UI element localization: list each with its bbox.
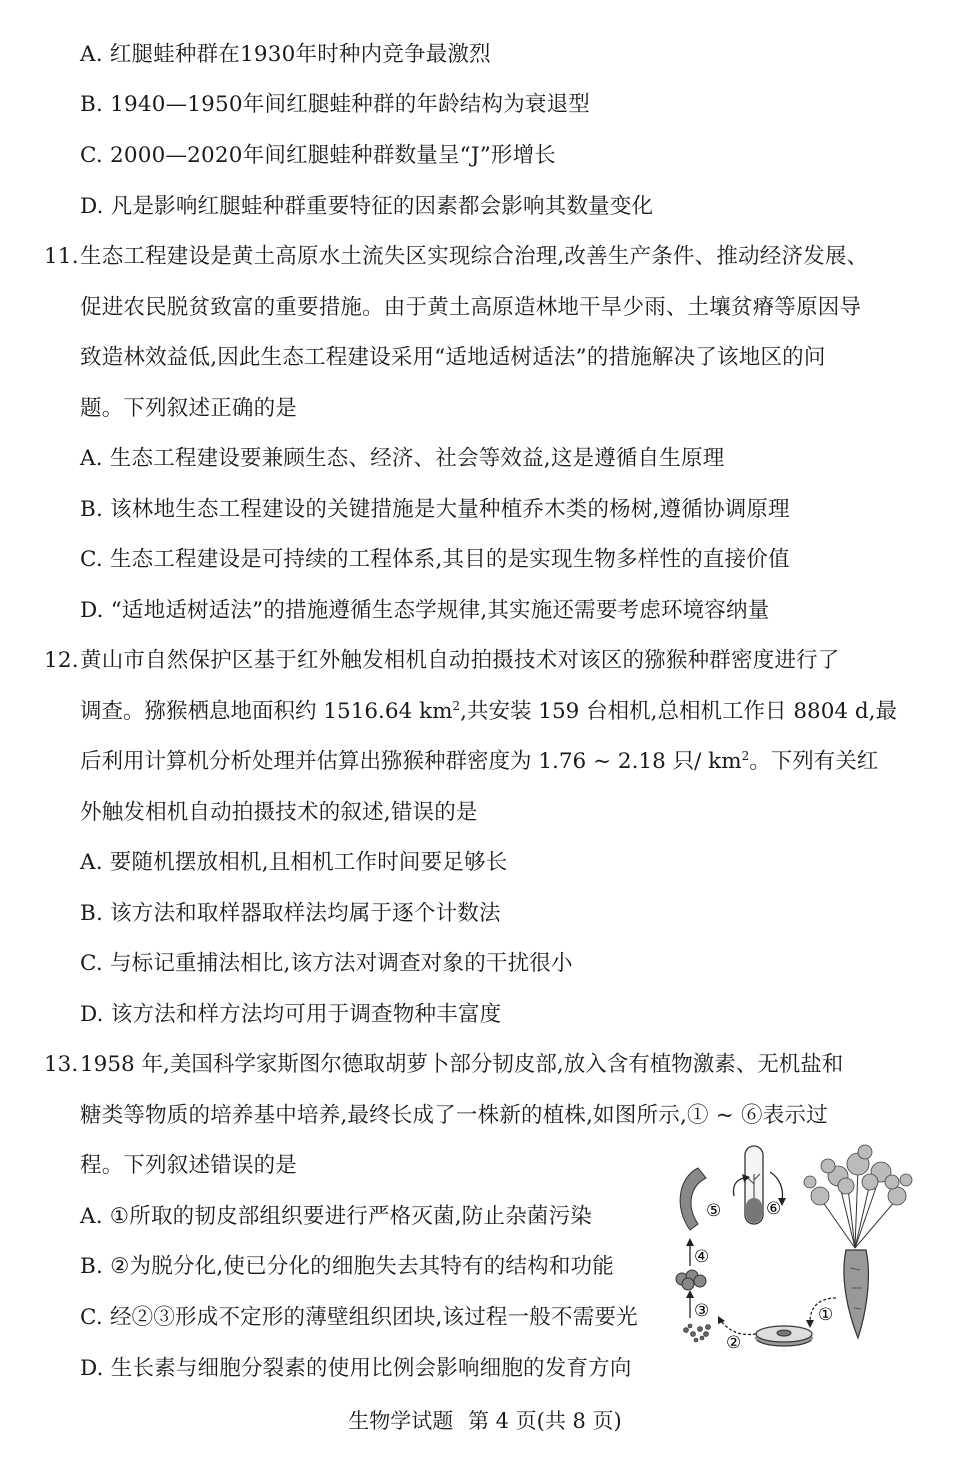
q12-stem-line-3: 后利用计算机分析处理并估算出猕猴种群密度为 1.76 ~ 2.18 只/ $km^2$。下列有关红 (80, 748, 879, 774)
q11-stem-line-2: 促进农民脱贫致富的重要措施。由于黄土高原造林地干旱少雨、土壤贫瘠等原因导 (80, 295, 862, 320)
plantlet-icon (680, 1168, 706, 1230)
q10-option-b: B. 1940—1950年间红腿蛙种群的年龄结构为衰退型 (80, 92, 591, 117)
label-process-3: ③ (694, 1301, 710, 1321)
label-process-4: ④ (694, 1247, 710, 1267)
label-process-5: ⑤ (706, 1201, 722, 1221)
petri-dish-icon (756, 1326, 812, 1346)
q11-stem-line-1: 11.生态工程建设是黄土高原水土流失区实现综合治理,改善生产条件、推动经济发展、 (44, 242, 868, 272)
q13-option-d: D. 生长素与细胞分裂素的使用比例会影响细胞的发育方向 (80, 1356, 632, 1381)
footer-subject: 生物学试题 (348, 1409, 454, 1433)
q10-option-c: C. 2000—2020年间红腿蛙种群数量呈“J”形增长 (80, 143, 556, 168)
q11-option-b: B. 该林地生态工程建设的关键措施是大量种植乔木类的杨树,遵循协调原理 (80, 497, 790, 522)
page-footer (0, 1406, 970, 1436)
q13-stem-line-1: 13.1958 年,美国科学家斯图尔德取胡萝卜部分韧皮部,放入含有植物激素、无机盐和 (44, 1050, 843, 1080)
label-process-2: ② (726, 1333, 742, 1353)
q12-stem-line-1: 12.黄山市自然保护区基于红外触发相机自动拍摄技术对该区的猕猴种群密度进行了 (44, 646, 840, 676)
q13-option-c: C. 经②③形成不定形的薄壁组织团块,该过程一般不需要光 (80, 1305, 638, 1330)
q12-option-a: A. 要随机摆放相机,且相机工作时间要足够长 (80, 850, 508, 875)
q13-stem-line-3: 程。下列叙述错误的是 (80, 1153, 298, 1178)
tissue-culture-diagram (660, 1138, 930, 1366)
q12-option-c: C. 与标记重捕法相比,该方法对调查对象的干扰很小 (80, 951, 573, 976)
test-tube-icon (745, 1146, 763, 1224)
q12-number: 12. (44, 648, 79, 673)
q13-number: 13. (44, 1052, 79, 1077)
q12-option-d: D. 该方法和样方法均可用于调查物种丰富度 (80, 1002, 502, 1027)
q12-stem-line-4: 外触发相机自动拍摄技术的叙述,错误的是 (80, 800, 478, 825)
label-process-1: ① (818, 1305, 834, 1325)
q11-option-d: D. “适地适树适法”的措施遵循生态学规律,其实施还需要考虑环境容纳量 (80, 598, 770, 623)
q13-stem-line-2: 糖类等物质的培养基中培养,最终长成了一株新的植株,如图所示,① ~ ⑥表示过 (80, 1103, 828, 1128)
q11-option-a: A. 生态工程建设要兼顾生态、经济、社会等效益,这是遵循自生原理 (80, 446, 725, 471)
arrow-5-icon (733, 1178, 744, 1196)
q12-option-b: B. 该方法和取样器取样法均属于逐个计数法 (80, 901, 501, 926)
cells-icon (684, 1324, 711, 1342)
q13-option-a: A. ①所取的韧皮部组织要进行严格灭菌,防止杂菌污染 (80, 1204, 593, 1229)
q11-stem-line-4: 题。下列叙述正确的是 (80, 396, 298, 421)
q11-option-c: C. 生态工程建设是可持续的工程体系,其目的是实现生物多样性的直接价值 (80, 547, 790, 572)
callus-icon (676, 1270, 706, 1290)
q11-stem-line-3: 致造林效益低,因此生态工程建设采用“适地适树适法”的措施解决了该地区的问 (80, 345, 826, 370)
q11-number: 11. (44, 244, 79, 269)
q13-option-b: B. ②为脱分化,使已分化的细胞失去其特有的结构和功能 (80, 1254, 614, 1279)
arrow-6-icon (770, 1172, 783, 1200)
q12-stem-line-2: 调查。猕猴栖息地面积约 1516.64 $km^2$,共安装 159 台相机,总相机工作日 8804 d,最 (80, 698, 897, 724)
q10-option-a: A. 红腿蛙种群在1930年时种内竞争最激烈 (80, 42, 491, 67)
label-process-6: ⑥ (766, 1199, 782, 1219)
q10-option-d: D. 凡是影响红腿蛙种群重要特征的因素都会影响其数量变化 (80, 194, 654, 219)
footer-page-number: 第 4 页(共 8 页) (467, 1409, 622, 1433)
